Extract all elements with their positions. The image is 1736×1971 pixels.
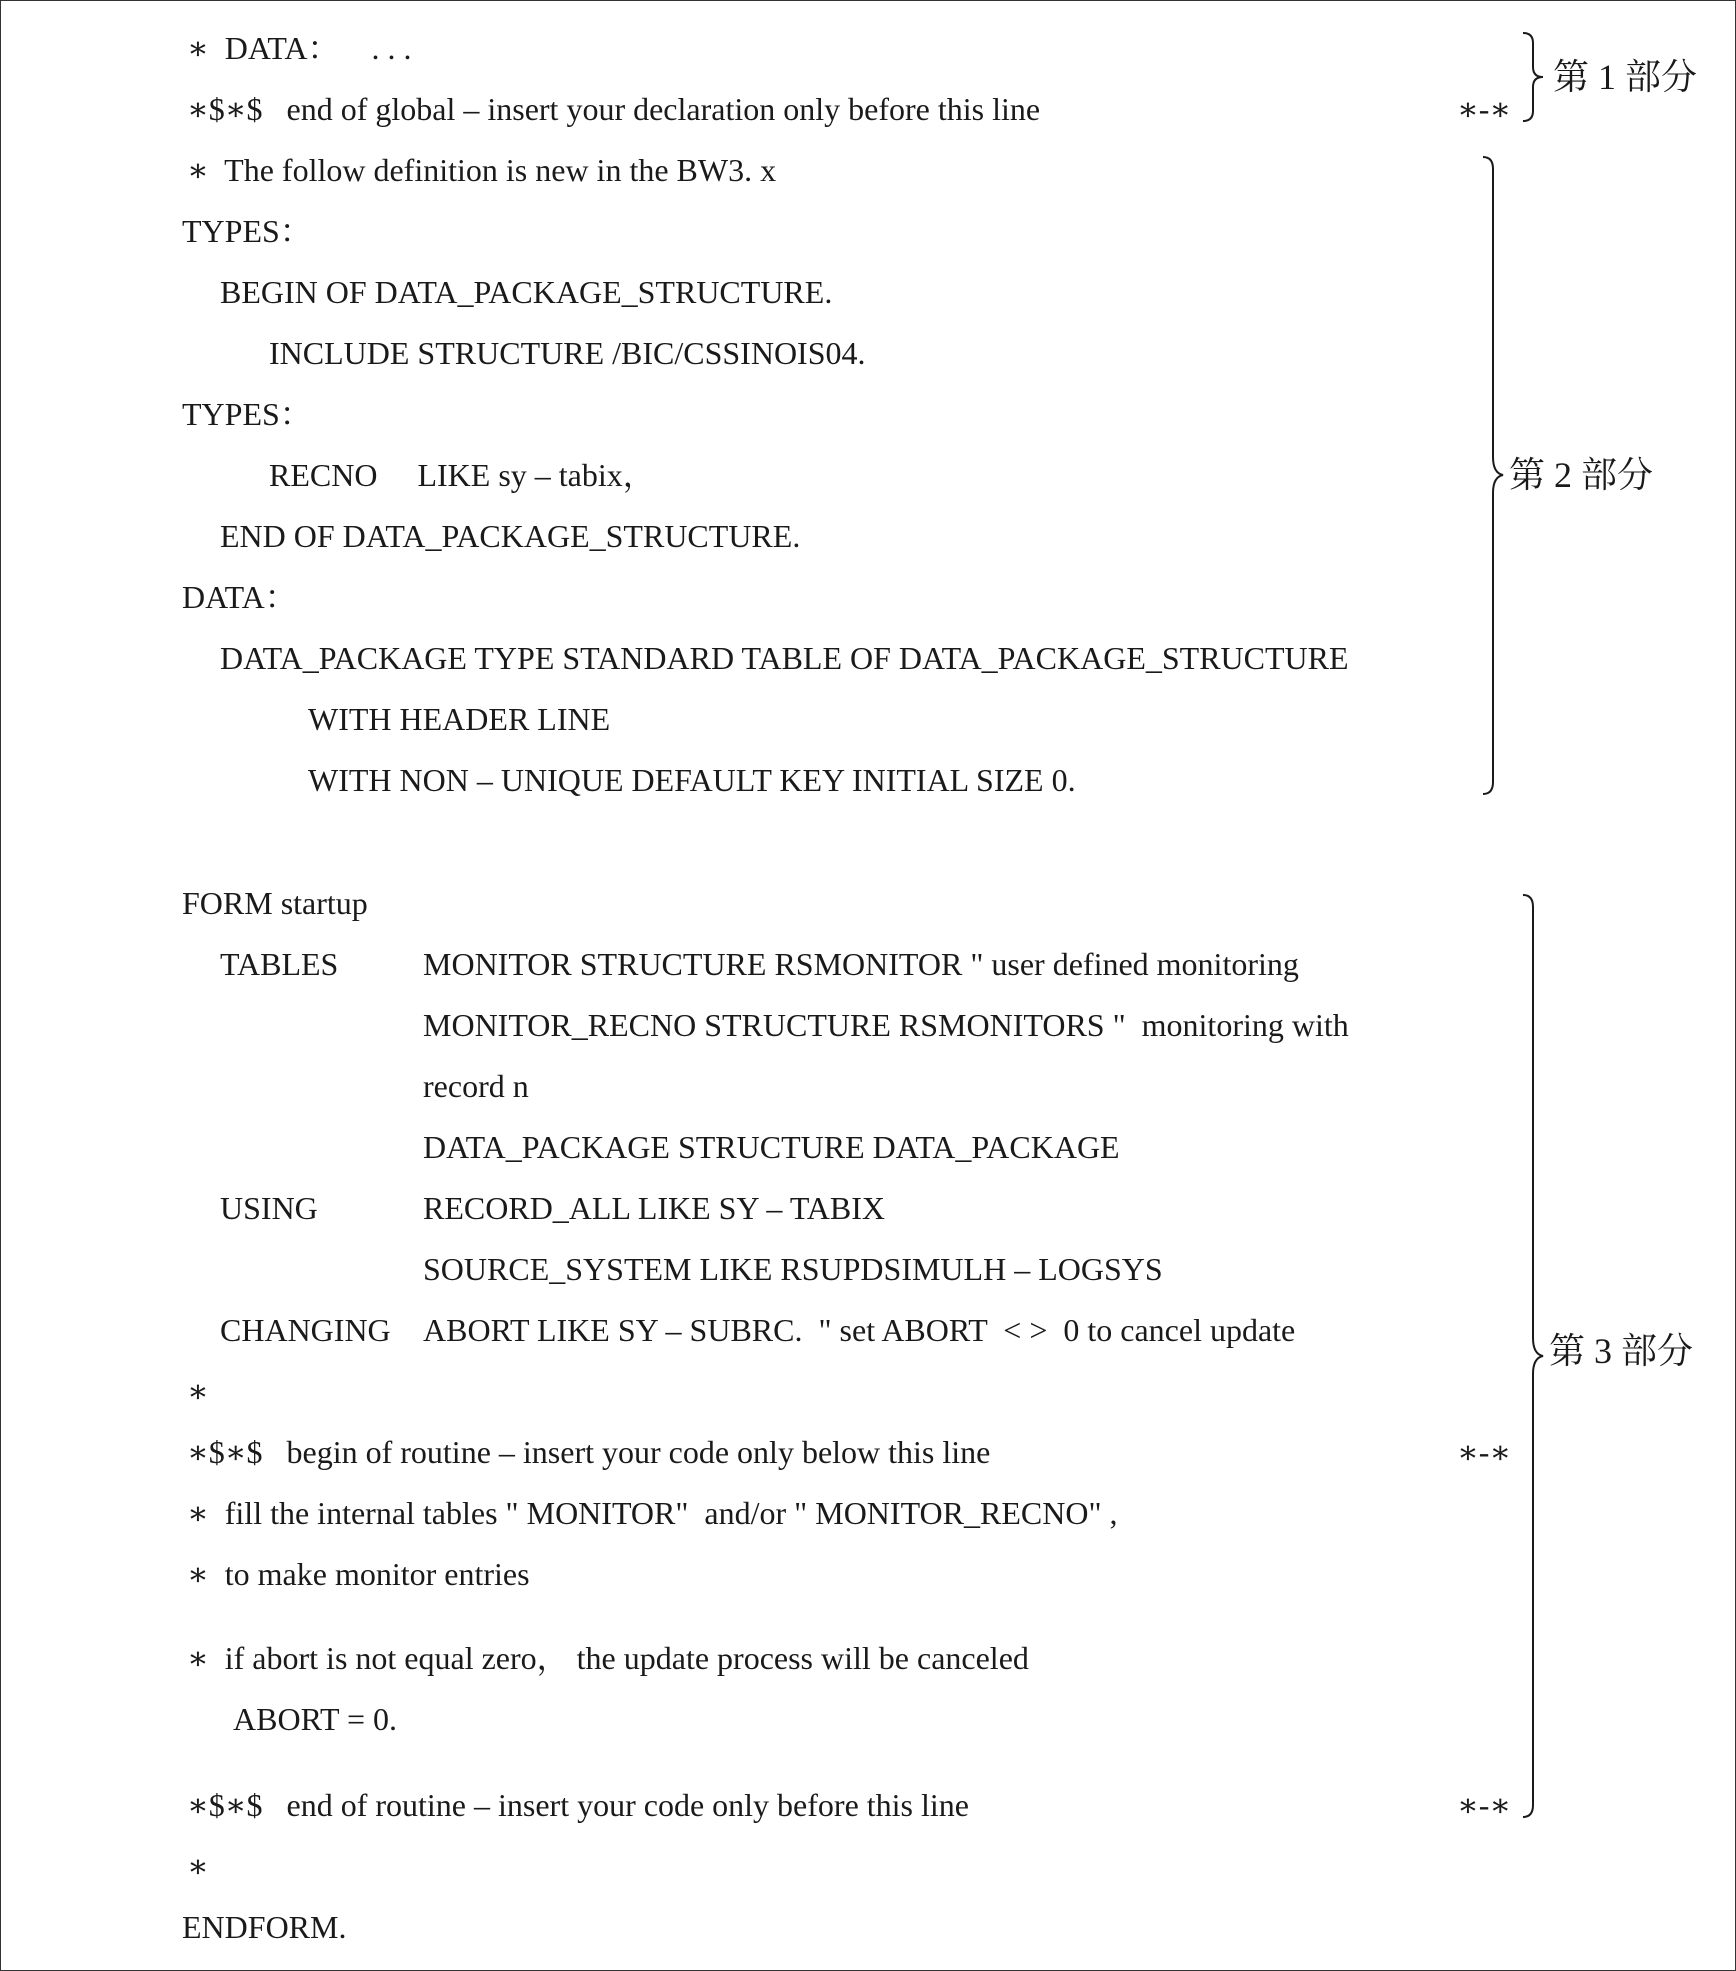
code-line: BEGIN OF DATA_PACKAGE_STRUCTURE. — [220, 274, 833, 310]
code-line: RECNO LIKE sy – tabix， — [269, 457, 655, 493]
code-line: DATA_PACKAGE TYPE STANDARD TABLE OF DATA_PACKAGE_STRUCTURE — [220, 640, 1349, 676]
part1-label: 第 1 部分 — [1553, 57, 1698, 97]
part2-label: 第 2 部分 — [1509, 455, 1654, 495]
part3-label: 第 3 部分 — [1549, 1331, 1694, 1371]
code-line: ∗ DATA： . . . — [187, 30, 412, 66]
code-line: DATA： — [182, 579, 297, 615]
code-line: ∗ to make monitor entries — [187, 1556, 530, 1592]
code-line: INCLUDE STRUCTURE /BIC/CSSINOIS04. — [269, 335, 866, 371]
code-line: DATA_PACKAGE STRUCTURE DATA_PACKAGE — [423, 1129, 1120, 1165]
code-line: ∗ if abort is not equal zero， the update process will be canceled — [187, 1640, 1029, 1676]
code-line: ∗ — [187, 1848, 209, 1884]
code-line: RECORD_ALL LIKE SY – TABIX — [423, 1190, 886, 1226]
code-keyword: TABLES — [220, 946, 339, 982]
code-line: MONITOR STRUCTURE RSMONITOR " user defined monitoring — [423, 946, 1299, 982]
code-line: ∗$∗$ end of routine – insert your code only before this line — [187, 1787, 969, 1823]
code-line: WITH NON – UNIQUE DEFAULT KEY INITIAL SIZE 0. — [308, 762, 1076, 798]
code-line: FORM startup — [182, 885, 368, 921]
code-line: ∗ — [187, 1373, 209, 1409]
code-line: ENDFORM. — [182, 1909, 347, 1945]
code-line: record n — [423, 1068, 529, 1104]
code-line: ∗ fill the internal tables " MONITOR" and/or " MONITOR_RECNO" , — [187, 1495, 1118, 1531]
part1-brace — [1517, 29, 1549, 125]
code-line: END OF DATA_PACKAGE_STRUCTURE. — [220, 518, 801, 554]
code-line: ∗$∗$ begin of routine – insert your code only below this line — [187, 1434, 991, 1470]
code-line: MONITOR_RECNO STRUCTURE RSMONITORS " monitoring with — [423, 1007, 1349, 1043]
part2-brace — [1477, 153, 1509, 798]
code-line: SOURCE_SYSTEM LIKE RSUPDSIMULH – LOGSYS — [423, 1251, 1163, 1287]
code-keyword: CHANGING — [220, 1312, 391, 1348]
part3-brace — [1517, 891, 1549, 1821]
end-marker: ∗-∗ — [1457, 91, 1512, 127]
code-line: ∗$∗$ end of global – insert your declaration only before this line — [187, 91, 1041, 127]
code-line: ABORT LIKE SY – SUBRC. " set ABORT < > 0 to cancel update — [423, 1312, 1296, 1348]
code-line: WITH HEADER LINE — [308, 701, 611, 737]
end-marker: ∗-∗ — [1457, 1787, 1512, 1823]
code-line: TYPES： — [182, 396, 312, 432]
code-line: ∗ The follow definition is new in the BW3. x — [187, 152, 777, 188]
code-keyword: USING — [220, 1190, 318, 1226]
code-line: TYPES： — [182, 213, 312, 249]
code-line: ABORT = 0. — [233, 1701, 397, 1737]
end-marker: ∗-∗ — [1457, 1434, 1512, 1470]
